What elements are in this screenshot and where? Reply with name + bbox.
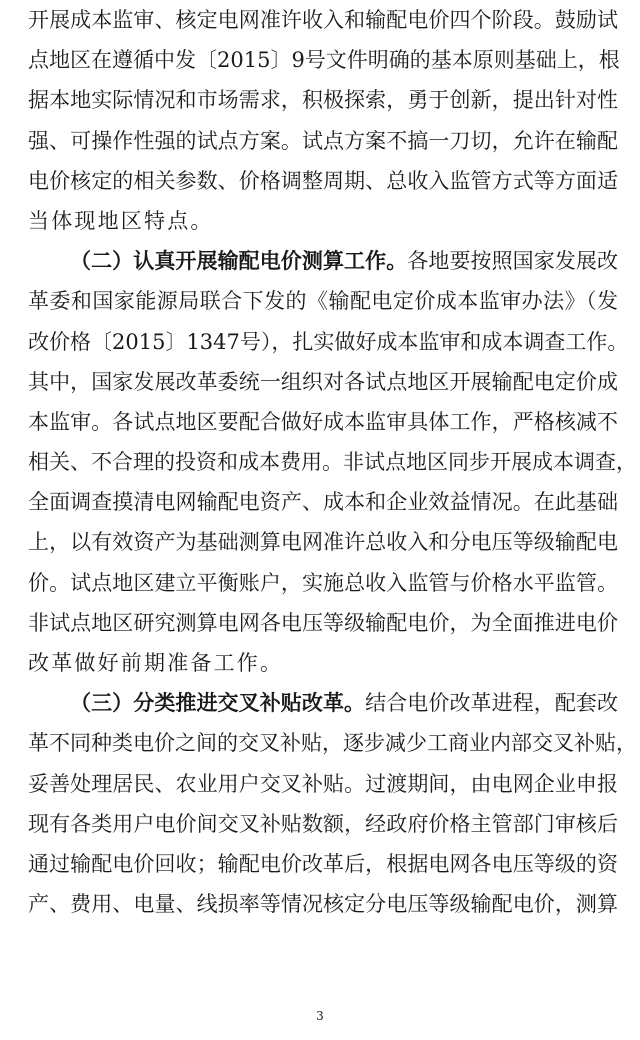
- line-text: 强、可操作性强的试点方案。试点方案不搞一刀切，允许在输配: [28, 128, 618, 153]
- text-line: [28, 723, 637, 763]
- line-text: 改价格〔2015〕1347号），扎实做好成本监审和成本调查工作。: [28, 329, 629, 354]
- line-text: 妥善处理居民、农业用户交叉补贴。过渡期间，由电网企业申报: [28, 771, 618, 796]
- text-line: [28, 121, 618, 161]
- text-line: [28, 0, 618, 40]
- text-line: [28, 844, 618, 884]
- line-text: 本监审。各试点地区要配合做好成本监审具体工作，严格核减不: [28, 409, 618, 434]
- text-line: [28, 80, 618, 120]
- text-line: [28, 522, 618, 562]
- page-number: 3: [316, 1009, 324, 1023]
- line-text: 相关、不合理的投资和成本费用。非试点地区同步开展成本调查，: [28, 450, 637, 475]
- line-text: 据本地实际情况和市场需求，积极探索，勇于创新，提出针对性: [28, 88, 618, 113]
- text-line: [28, 563, 618, 603]
- line-text: 全面调查摸清电网输配电资产、成本和企业效益情况。在此基础: [28, 490, 618, 515]
- line-text: 通过输配电价回收；输配电价改革后，根据电网各电压等级的资: [28, 851, 618, 876]
- line-text: 电价核定的相关参数、价格调整周期、总收入监管方式等方面适: [28, 168, 618, 193]
- text-line: [28, 884, 618, 924]
- text-line: [28, 482, 618, 522]
- line-text: 上，以有效资产为基础测算电网准许总收入和分电压等级输配电: [28, 530, 618, 555]
- line-text: 改革做好前期准备工作。: [28, 651, 284, 675]
- line-text: 当体现地区特点。: [28, 208, 214, 233]
- text-line: [28, 683, 618, 723]
- text-line: [28, 643, 618, 683]
- line-text: 革不同种类电价之间的交叉补贴，逐步减少工商业内部交叉补贴，: [28, 731, 637, 756]
- line-text: 革委和国家能源局联合下发的《输配电定价成本监审办法》（发: [28, 289, 618, 314]
- text-line: [28, 442, 637, 482]
- text-line: [28, 603, 618, 643]
- line-text: 非试点地区研究测算电网各电压等级输配电价，为全面推进电价: [28, 610, 618, 635]
- section-heading: （三）分类推进交叉补贴改革。: [70, 690, 366, 716]
- text-line: [28, 241, 618, 281]
- line-text: 价。试点地区建立平衡账户，实施总收入监管与价格水平监管。: [28, 570, 618, 595]
- line-text: 开展成本监审、核定电网准许收入和输配电价四个阶段。鼓励试: [28, 8, 618, 32]
- body-text: [28, 0, 637, 924]
- text-line: [28, 40, 618, 80]
- text-line: [28, 281, 618, 321]
- text-line: [28, 764, 618, 804]
- text-line: [28, 804, 618, 844]
- section-heading: （二）认真开展输配电价测算工作。: [70, 248, 408, 274]
- text-line: [28, 161, 618, 201]
- line-text: 产、费用、电量、线损率等情况核定分电压等级输配电价，测算: [28, 892, 618, 917]
- line-text: 现有各类用户电价间交叉补贴数额，经政府价格主管部门审核后: [28, 811, 618, 836]
- text-line: [28, 362, 618, 402]
- text-line: [28, 201, 618, 241]
- line-text: 各地要按照国家发展改: [407, 249, 619, 274]
- line-text: 点地区在遵循中发〔2015〕9号文件明确的基本原则基础上，根: [28, 48, 620, 73]
- line-text: 结合电价改革进程，配套改: [365, 691, 619, 716]
- line-text: 其中，国家发展改革委统一组织对各试点地区开展输配电定价成: [28, 369, 618, 394]
- text-line: [28, 322, 629, 362]
- text-line: [28, 402, 618, 442]
